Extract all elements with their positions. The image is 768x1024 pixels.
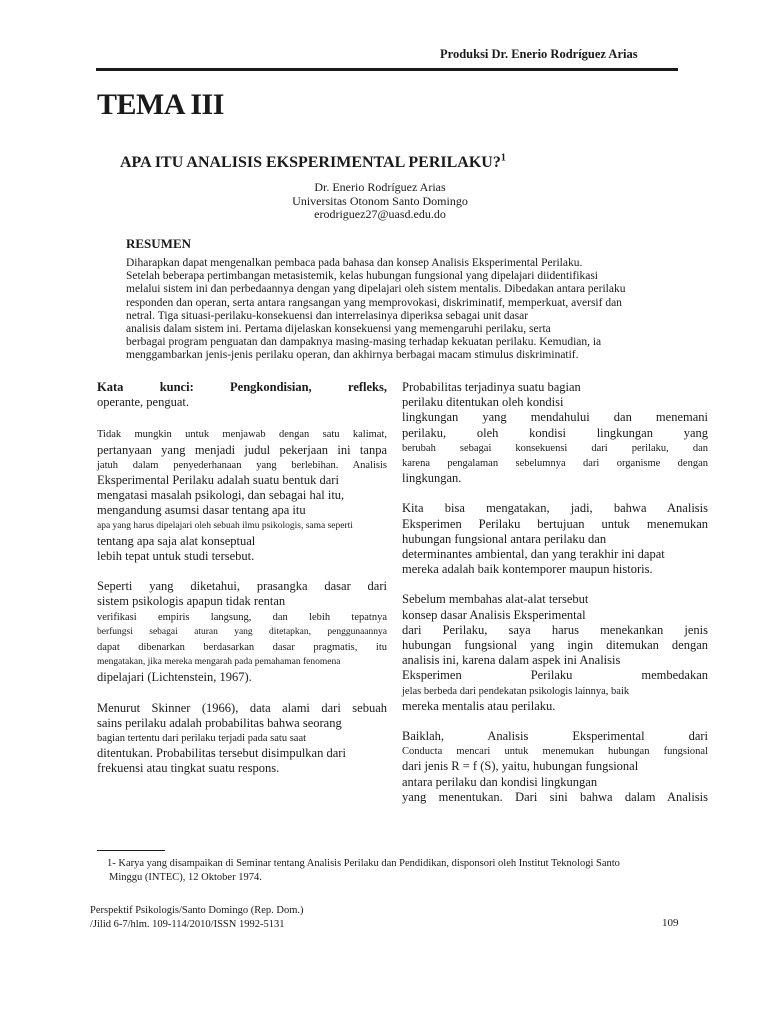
text-line: lingkungan yang mendahului dan menemani [402, 410, 708, 425]
footnote [107, 857, 667, 884]
text-line: mereka mentalis atau perilaku. [402, 698, 556, 713]
text-line: mereka adalah baik kontemporer maupun historis. [402, 562, 653, 577]
text-line: pertanyaan yang menjadi judul pekerjaan ini tanpa [97, 442, 387, 457]
text-line: Tidak mungkin untuk menjawab dengan satu kalimat, [97, 429, 387, 441]
abstract-body [126, 257, 666, 363]
text-line: hubungan fungsional antara perilaku dan [402, 531, 607, 546]
text-line: analisis ini, karena dalam aspek ini Analisis [402, 653, 621, 668]
text-line: Baiklah, Analisis Eksperimental dari [402, 729, 708, 744]
keywords-line: Kata kunci: Pengkondisian, refleks, [97, 380, 387, 394]
text-line: lingkungan. [402, 471, 462, 486]
title-footnote-mark: 1 [500, 152, 506, 164]
author-block [280, 181, 480, 222]
text-line: Probabilitas terjadinya suatu bagian [402, 380, 581, 394]
paragraph [402, 380, 708, 486]
footnote-line: Minggu (INTEC), 12 Oktober 1974. [109, 871, 262, 883]
text-line: mengatakan, jika mereka mengarah pada pemahaman fenomena [97, 657, 341, 668]
text-line: dipelajari (Lichtenstein, 1967). [97, 670, 252, 685]
text-line: determinantes ambiental, dan yang terakhir ini dapat [402, 547, 665, 562]
keywords-line: operante, penguat. [97, 395, 189, 410]
text-line: apa yang harus dipelajari oleh sebuah ilmu psikologis, sama seperti [97, 520, 353, 531]
abstract-line: analisis dalam sistem ini. Pertama dijelaskan konsekuensi yang memengaruhi perilaku, serta [126, 323, 551, 336]
running-head: Produksi Dr. Enerio Rodríguez Arias [440, 47, 638, 61]
text-line: frekuensi atau tingkat suatu respons. [97, 761, 280, 776]
text-line: Seperti yang diketahui, prasangka dasar dari [97, 579, 387, 594]
text-line: mengatasi masalah psikologi, dan sebagai hal itu, [97, 488, 345, 503]
text-line: lebih tepat untuk studi tersebut. [97, 549, 255, 564]
author-name: Dr. Enerio Rodríguez Arias [314, 180, 446, 194]
text-line: Eksperimen Perilaku membedakan [402, 668, 708, 683]
text-line: Kita bisa mengatakan, jadi, bahwa Analisis [402, 501, 708, 516]
footer-journal: Perspektif Psikologis/Santo Domingo (Rep. Dom.) [90, 905, 304, 916]
paragraph [97, 427, 387, 564]
text-line: tentang apa saja alat konseptual [97, 533, 256, 548]
author-email: erodriguez27@uasd.edu.do [314, 207, 446, 221]
paragraph [402, 729, 708, 805]
footer-issue: /Jilid 6-7/hlm. 109-114/2010/ISSN 1992-5131 [90, 918, 285, 930]
text-line: Eksperimental Perilaku adalah suatu bentuk dari [97, 473, 339, 488]
chapter-label: TEMA III [97, 88, 224, 121]
text-line: Conducta mencari untuk menemukan hubungan fungsional [402, 746, 708, 758]
text-line: dapat dibenarkan berdasarkan dasar pragmatis, itu [97, 642, 387, 654]
text-line: karena pengalaman sebelumnya dari organisme dengan [402, 458, 708, 470]
header-rule [96, 68, 678, 71]
footnote-line: 1- Karya yang disampaikan di Seminar tentang Analisis Perilaku dan Pendidikan, disponsori oleh Institut Teknologi Santo [107, 858, 620, 869]
paragraph [97, 579, 387, 685]
text-line: berubah sebagai konsekuensi dari perilaku, dan [402, 442, 708, 454]
text-line: jelas berbeda dari pendekatan psikologis lainnya, baik [402, 685, 630, 697]
abstract-line: Diharapkan dapat mengenalkan pembaca pada bahasa dan konsep Analisis Eksperimental Perilaku. [126, 257, 583, 269]
abstract-line: netral. Tiga situasi-perilaku-konsekuensi dan interrelasinya diperiksa sebagai unit dasar [126, 309, 529, 322]
text-line: ditentukan. Probabilitas tersebut disimpulkan dari [97, 746, 346, 761]
text-line: Eksperimen Perilaku bertujuan untuk menemukan [402, 516, 708, 531]
text-line: dari jenis R = f (S), yaitu, hubungan fungsional [402, 759, 639, 774]
text-line: sistem psikologis apapun tidak rentan [97, 594, 286, 609]
text-line: Menurut Skinner (1966), data alami dari sebuah [97, 700, 387, 715]
paragraph [402, 501, 708, 577]
text-line: sains perilaku adalah probabilitas bahwa seorang [97, 715, 342, 730]
author-affiliation: Universitas Otonom Santo Domingo [292, 193, 468, 208]
paragraph [97, 701, 387, 777]
abstract-line: berbagai program penguatan dan dampaknya masing-masing terhadap kekuatan perilaku. Kemudian, ia [126, 336, 602, 349]
left-column [97, 380, 387, 792]
article-title-text: APA ITU ANALISIS EKSPERIMENTAL PERILAKU? [120, 154, 501, 171]
abstract-line: responden dan operan, serta antara rangsangan yang memprovokasi, diskriminatif, memperkuat, aversif dan [126, 296, 622, 309]
right-column [402, 380, 708, 820]
abstract-line: Setelah beberapa pertimbangan metasistemik, kelas hubungan fungsional yang dipelajari diidentifikasi [126, 270, 598, 283]
article-title [120, 154, 506, 172]
text-line: mengandung asumsi dasar tentang apa itu [97, 503, 306, 518]
abstract-line: melalui sistem ini dan perbedaannya dengan yang dipelajari oleh sistem mentalis. Dibedakan antara perilaku [126, 283, 626, 296]
text-line: antara perilaku dan kondisi lingkungan [402, 774, 598, 789]
text-line: perilaku ditentukan oleh kondisi [402, 395, 564, 410]
text-line: dari Perilaku, saya harus menekankan jenis [402, 622, 708, 637]
text-line: Sebelum membahas alat-alat tersebut [402, 592, 589, 607]
footnote-rule [97, 850, 165, 851]
text-line: jatuh dalam penyederhanaan yang berlebihan. Analisis [97, 459, 387, 471]
paragraph [402, 592, 708, 714]
text-line: konsep dasar Analisis Eksperimental [402, 607, 586, 622]
text-line: verifikasi empiris langsung, dan lebih tepatnya [97, 611, 387, 623]
text-line: perilaku, oleh kondisi lingkungan yang [402, 425, 708, 440]
text-line: hubungan fungsional yang ingin ditemukan dengan [402, 638, 708, 653]
footer-citation [90, 904, 304, 931]
text-line: bagian tertentu dari perilaku terjadi pada satu saat [97, 733, 307, 745]
abstract-line: menggambarkan jenis-jenis perilaku operan, dan akhirnya berbagai macam stimulus diskriminatif. [126, 349, 579, 362]
text-line: yang menentukan. Dari sini bahwa dalam Analisis [402, 789, 708, 804]
abstract-heading: RESUMEN [126, 236, 192, 251]
text-line: berfungsi sebagai aturan yang ditetapkan, penggunaannya [97, 626, 387, 637]
page-number: 109 [662, 917, 679, 929]
